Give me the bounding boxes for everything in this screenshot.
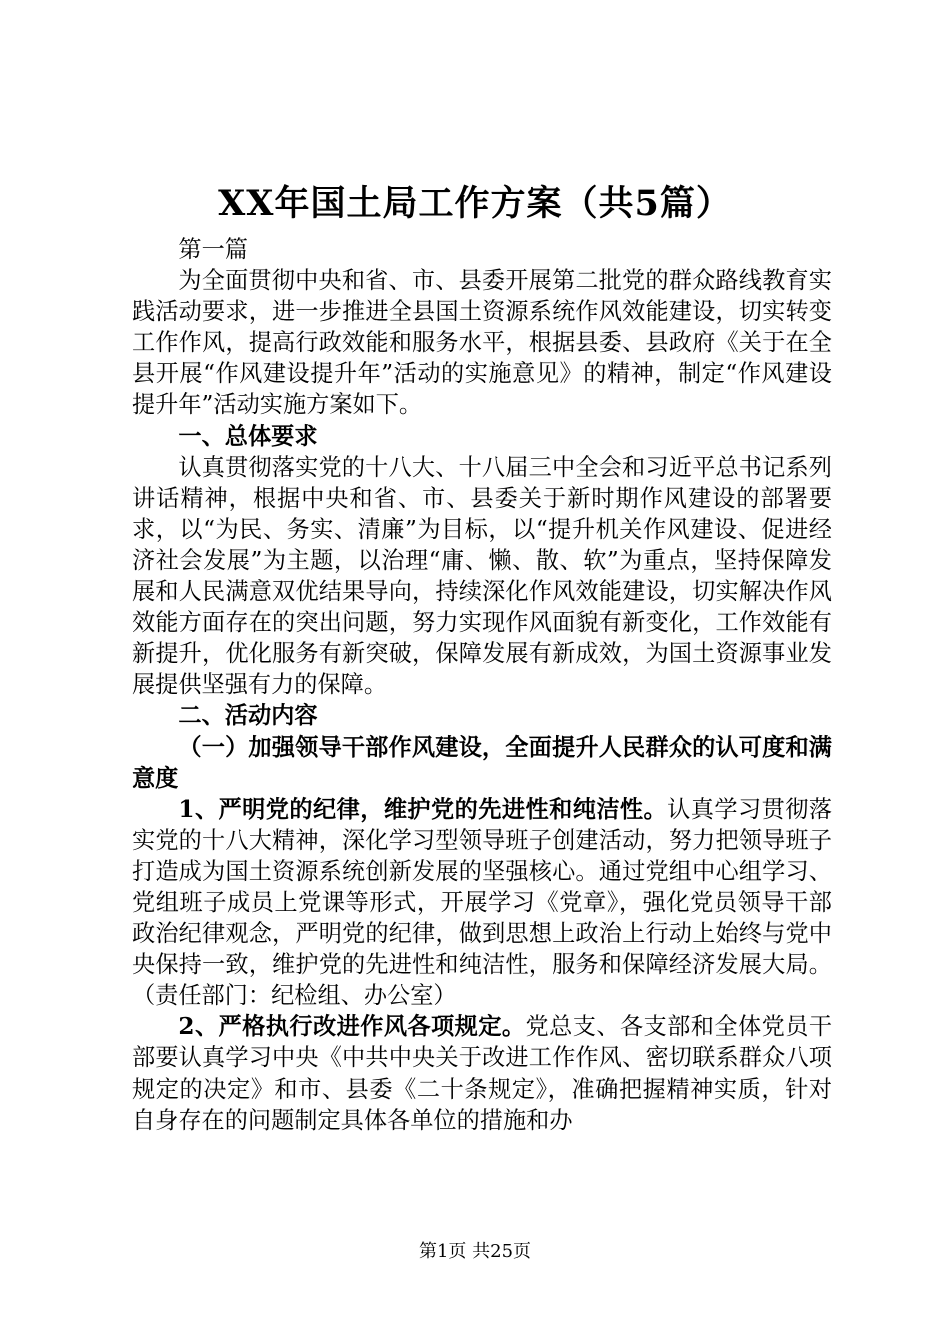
general-requirements-paragraph: 认真贯彻落实党的十八大、十八届三中全会和习近平总书记系列讲话精神，根据中央和省、市、县委关于新时期作风建设的部署要求，以“为民、务实、清廉”为目标，以“提升机关作风建设、促进经济社会发展”为主题，以治理“庸、懒、散、软”为重点，坚持保障发展和人民满意双优结果导向，持续深化作风效能建设，切实解决作风效能方面存在的突出问题，努力实现作风面貌有新变化，工作效能有新提升，优化服务有新突破，保障发展有新成效，为国土资源事业发展提供坚强有力的保障。 bbox=[132, 453, 832, 699]
document-body bbox=[132, 234, 832, 1136]
document-title: XX年国土局工作方案（共5篇） bbox=[218, 183, 732, 224]
section-label: 第一篇 bbox=[178, 236, 248, 263]
item-2-lead: 2、严格执行改进作风各项规定。 bbox=[178, 1013, 526, 1041]
item-1-lead: 1、严明党的纪律，维护党的先进性和纯洁性。 bbox=[178, 795, 668, 823]
item-2-text: 党总支、各支部和全体党员干部要认真学习中央《中共中央关于改进工作作风、密切联系群众八项规定的决定》和市、县委《二十条规定》，准确把握精神实质，针对自身存在的问题制定具体各单位的措施和办 bbox=[132, 1013, 833, 1134]
intro-paragraph: 为全面贯彻中央和省、市、县委开展第二批党的群众路线教育实践活动要求，进一步推进全县国土资源系统作风效能建设，切实转变工作作风，提高行政效能和服务水平，根据县委、县政府《关于在全县开展“作风建设提升年”活动的实施意见》的精神，制定“作风建设提升年”活动实施方案如下。 bbox=[132, 267, 832, 419]
page-footer: 第1页 共25页 bbox=[418, 1241, 532, 1262]
sub-heading-leadership-style: （一）加强领导干部作风建设，全面提升人民群众的认可度和满意度 bbox=[132, 733, 832, 792]
item-2-paragraph bbox=[132, 1011, 832, 1135]
item-1-text: 认真学习贯彻落实党的十八大精神，深化学习型领导班子创建活动，努力把领导班子打造成为国土资源系统创新发展的坚强核心。通过党组中心组学习、党组班子成员上党课等形式，开展学习《党章》，强化党员领导干部政治纪律观念，严明党的纪律，做到思想上政治上行动上始终与党中央保持一致，维护党的先进性和纯洁性，服务和保障经济发展大局。（责任部门：纪检组、办公室） bbox=[132, 795, 833, 1010]
heading-activity-content: 二、活动内容 bbox=[178, 702, 318, 730]
heading-general-requirements: 一、总体要求 bbox=[178, 422, 318, 450]
item-1-paragraph bbox=[132, 794, 832, 1012]
